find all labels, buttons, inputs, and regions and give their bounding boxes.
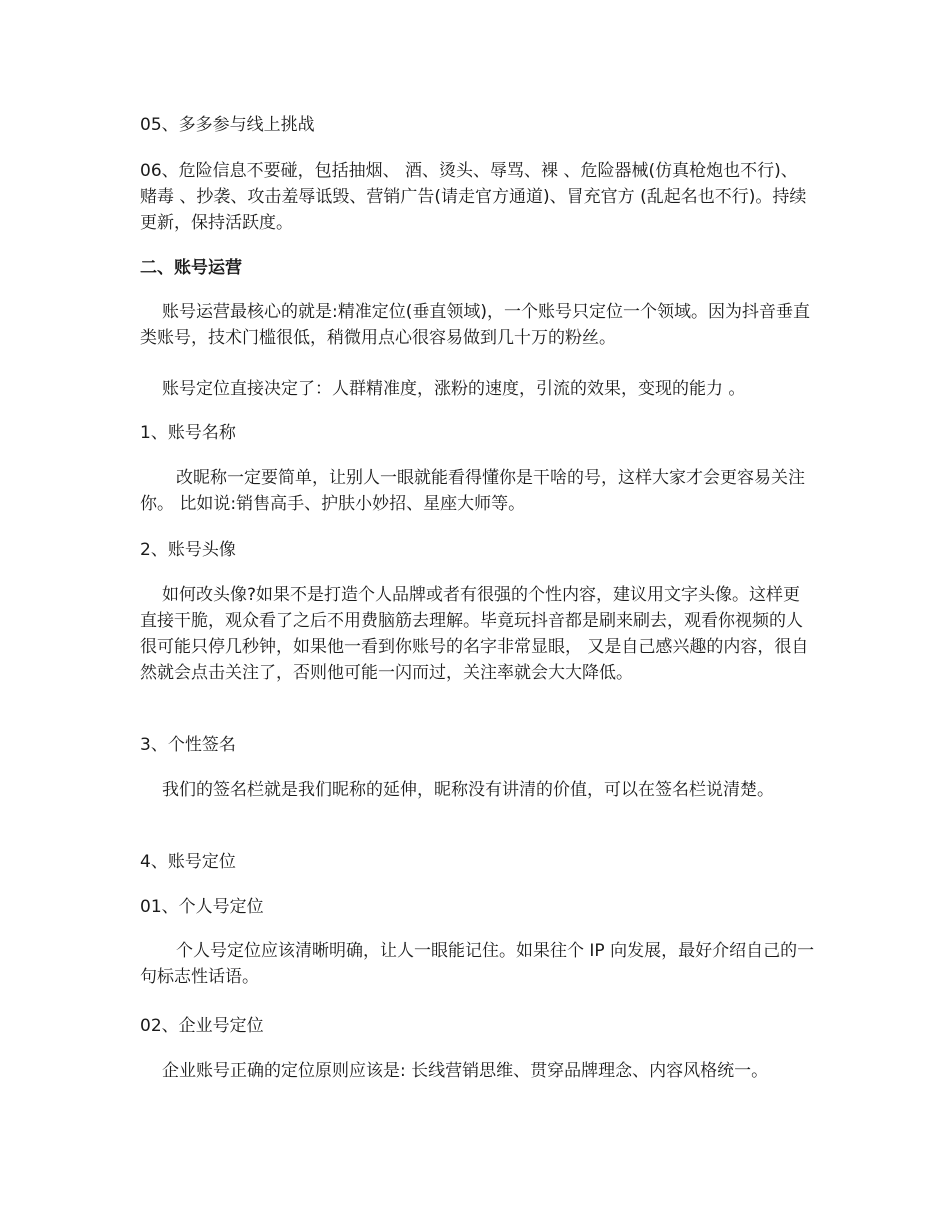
paragraph-personal-positioning: 个人号定位应该清晰明确，让人一眼能记住。如果往个 IP 向发展，最好介绍自己的一句标志性话语。 xyxy=(140,941,815,987)
section-heading-account-operation: 二、账号运营 xyxy=(140,258,242,278)
list-item-challenge: 05、多多参与线上挑战 xyxy=(140,115,315,135)
paragraph-account-avatar: 如何改头像?如果不是打造个人品牌或者有很强的个性内容，建议用文字头像。这样更直接干脆，观众看了之后不用费脑筋去理解。毕竟玩抖音都是刷来刷去，观看你视频的人很可能只停几秒钟，如果他一看到你账号的名字非常显眼， 又是自己感兴趣的内容，很自然就会点击关注了，否则他可能一闪而过，关注率就会大大降低。 xyxy=(140,585,809,683)
paragraph-enterprise-positioning: 企业账号正确的定位原则应该是: 长线营销思维、贯穿品牌理念、内容风格统一。 xyxy=(162,1061,769,1081)
paragraph-precise-positioning: 账号运营最核心的就是:精准定位(垂直领域)，一个账号只定位一个领域。因为抖音垂直类账号，技术门槛很低，稍微用点心很容易做到几十万的粉丝。 xyxy=(140,302,810,348)
subheading-account-name: 1、账号名称 xyxy=(140,423,236,443)
subheading-account-positioning: 4、账号定位 xyxy=(140,852,236,872)
paragraph-signature: 我们的签名栏就是我们昵称的延伸，昵称没有讲清的价值，可以在签名栏说清楚。 xyxy=(162,780,774,800)
subheading-enterprise-positioning: 02、企业号定位 xyxy=(140,1016,264,1036)
subheading-personal-positioning: 01、个人号定位 xyxy=(140,897,264,917)
paragraph-account-name: 改昵称一定要简单，让别人一眼就能看得懂你是干啥的号，这样大家才会更容易关注你。 比如说:销售高手、护肤小妙招、星座大师等。 xyxy=(140,468,805,514)
subheading-account-avatar: 2、账号头像 xyxy=(140,540,236,560)
list-item-danger-info: 06、危险信息不要碰，包括抽烟、 酒、烫头、辱骂、裸 、危险器械(仿真枪炮也不行)、 赌毒 、抄袭、攻击羞辱诋毁、营销广告(请走官方通道)、冒充官方 (乱起名也不行)。持续更新，保持活跃度。 xyxy=(140,161,807,233)
subheading-signature: 3、个性签名 xyxy=(140,735,236,755)
paragraph-positioning-decides: 账号定位直接决定了：人群精准度，涨粉的速度，引流的效果，变现的能力 。 xyxy=(162,379,746,399)
